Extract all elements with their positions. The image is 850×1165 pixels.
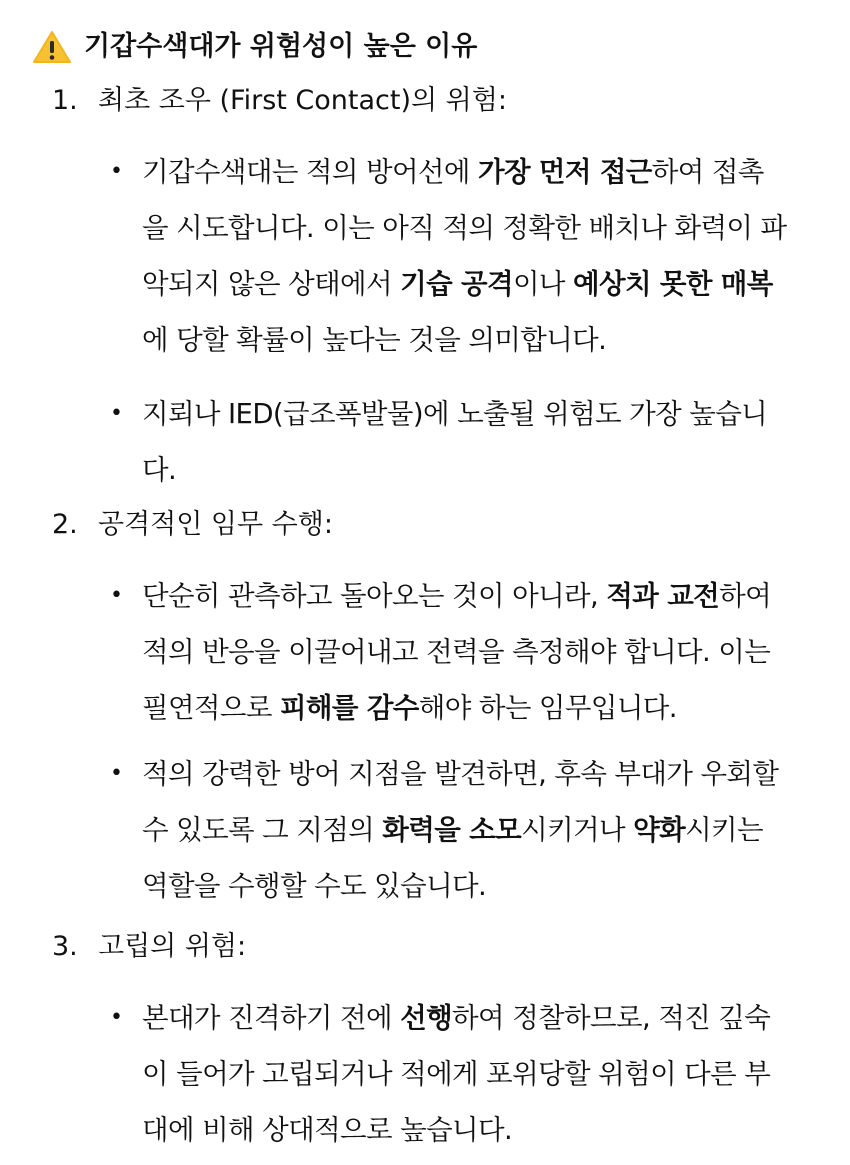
text-line — [142, 144, 826, 200]
section-title — [52, 78, 507, 124]
emphasis-text: 화력을 소모 — [382, 814, 522, 846]
text-run: 을 시도합니다. 이는 아직 적의 정확한 배치나 화력이 파 — [142, 212, 787, 244]
text-line — [142, 746, 826, 802]
text-line — [142, 1046, 826, 1102]
bullet-dot: • — [110, 761, 123, 786]
bullet-text — [142, 386, 826, 498]
section-title-text: 고립의 위험: — [98, 931, 247, 962]
text-run: 적의 강력한 방어 지점을 발견하면, 후속 부대가 우회할 — [142, 758, 779, 790]
text-line — [142, 680, 826, 736]
text-run: 필연적으로 — [142, 692, 280, 724]
emphasis-text: 피해를 감수 — [279, 692, 419, 724]
text-run: 시키는 — [685, 814, 763, 846]
section-title — [52, 924, 246, 970]
heading-text: 기갑수색대가 위험성이 높은 이유 — [84, 31, 478, 62]
section-number: 2. — [52, 509, 78, 540]
text-line — [142, 386, 826, 442]
text-run: 적의 반응을 이끌어내고 전력을 측정해야 합니다. 이는 — [142, 636, 771, 668]
text-run: 해야 하는 임무입니다. — [418, 692, 677, 724]
section-heading — [32, 24, 477, 70]
text-line — [142, 858, 826, 914]
emphasis-text: 약화 — [633, 814, 686, 846]
text-line — [142, 568, 826, 624]
text-run: 이나 — [512, 268, 574, 300]
section-number: 1. — [52, 85, 78, 116]
warning-icon — [32, 30, 72, 64]
section-number: 3. — [52, 931, 78, 962]
text-line — [142, 802, 826, 858]
bullet-dot: • — [110, 159, 123, 184]
text-run: 하여 정찰하므로, 적진 깊숙 — [452, 1002, 771, 1034]
bullet-dot: • — [110, 583, 123, 608]
text-run: 역할을 수행할 수도 있습니다. — [142, 870, 487, 902]
emphasis-text: 기습 공격 — [400, 268, 513, 300]
text-run: 본대가 진격하기 전에 — [142, 1002, 401, 1034]
text-run: 하여 — [719, 580, 772, 612]
emphasis-text: 선행 — [400, 1002, 453, 1034]
text-line — [142, 256, 826, 312]
text-line — [142, 1102, 826, 1158]
text-run: 기갑수색대는 적의 방어선에 — [142, 156, 479, 188]
text-line — [142, 624, 826, 680]
text-run: 이 들어가 고립되거나 적에게 포위당할 위험이 다른 부 — [142, 1058, 771, 1090]
emphasis-text: 적과 교전 — [606, 580, 720, 612]
text-line — [142, 990, 826, 1046]
section-title — [52, 502, 333, 548]
text-run: 시키거나 — [521, 814, 634, 846]
text-run: 에 당할 확률이 높다는 것을 의미합니다. — [142, 324, 607, 356]
section-title-text: 공격적인 임무 수행: — [98, 509, 333, 540]
text-run: 대에 비해 상대적으로 높습니다. — [142, 1114, 513, 1146]
bullet-dot: • — [110, 1005, 123, 1030]
bullet-text — [142, 144, 826, 368]
bullet-dot: • — [110, 401, 123, 426]
emphasis-text: 가장 먼저 접근 — [478, 156, 652, 188]
bullet-text — [142, 990, 826, 1158]
text-run: 지뢰나 IED(급조폭발물)에 노출될 위험도 가장 높습니 — [142, 398, 768, 430]
text-run: 단순히 관측하고 돌아오는 것이 아니라, — [142, 580, 607, 612]
bullet-text — [142, 568, 826, 736]
bullet-text — [142, 746, 826, 914]
text-line — [142, 200, 826, 256]
text-run: 수 있도록 그 지점의 — [142, 814, 383, 846]
text-run: 하여 접촉 — [651, 156, 764, 188]
text-line — [142, 312, 826, 368]
emphasis-text: 예상치 못한 매복 — [573, 268, 773, 300]
section-title-text: 최초 조우 (First Contact)의 위험: — [98, 85, 507, 116]
text-run: 다. — [142, 454, 177, 486]
text-run: 악되지 않은 상태에서 — [142, 268, 401, 300]
text-line — [142, 442, 826, 498]
